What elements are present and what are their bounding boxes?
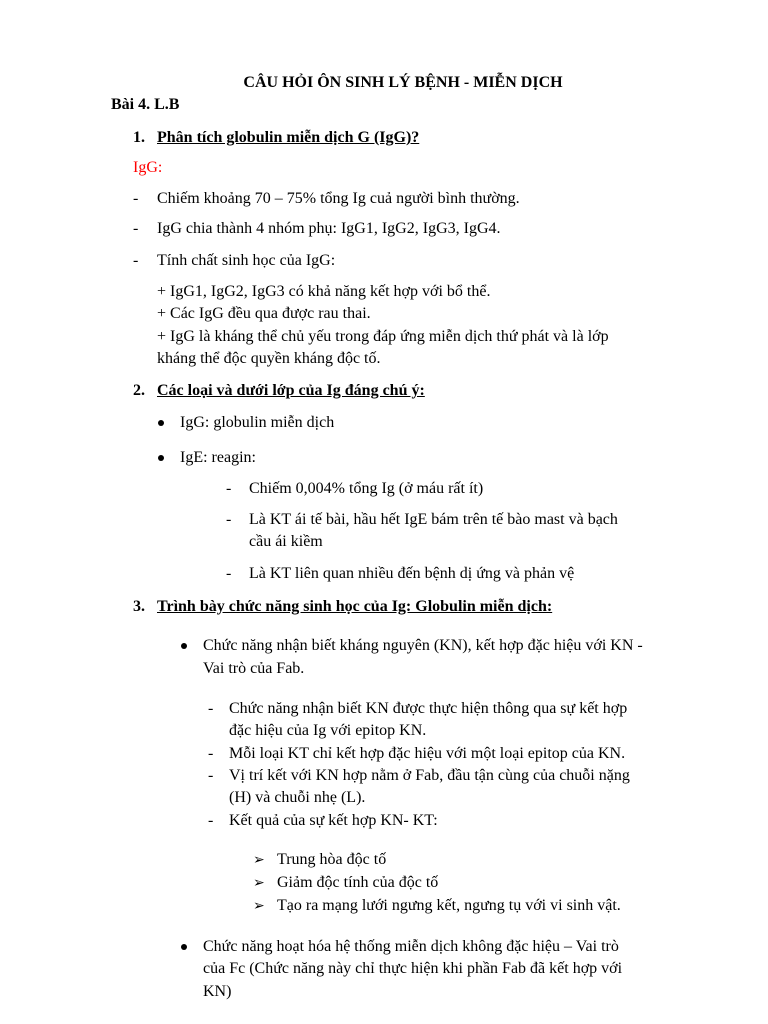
function-1-item: Vị trí kết với KN hợp nằm ở Fab, đầu tận cùng của chuỗi nặng <box>229 767 630 784</box>
dash-marker: - <box>208 700 214 717</box>
result-item: Tạo ra mạng lưới ngưng kết, ngưng tụ với vi sinh vật. <box>277 897 621 914</box>
q3-function-2: của Fc (Chức năng này chỉ thực hiện khi phần Fab đã kết hợp với <box>203 960 623 977</box>
q2-heading: Các loại và dưới lớp của Ig đáng chú ý: <box>157 382 425 399</box>
q1-item: IgG chia thành 4 nhóm phụ: IgG1, IgG2, IgG3, IgG4. <box>157 220 501 237</box>
q3-function-1: Vai trò của Fab. <box>203 660 305 677</box>
dash-marker: - <box>226 511 232 528</box>
dash-marker: - <box>208 812 214 829</box>
dash-marker: - <box>226 565 232 582</box>
q2-bullet-ige: IgE: reagin: <box>180 449 256 466</box>
ige-item: cầu ái kiềm <box>249 533 323 550</box>
bullet-marker <box>181 944 187 950</box>
q2-bullet-igg: IgG: globulin miễn dịch <box>180 414 335 431</box>
document-title: CÂU HỎI ÔN SINH LÝ BỆNH - MIỄN DỊCH <box>243 74 563 91</box>
q3-function-2: Chức năng hoạt hóa hệ thống miễn dịch không đặc hiệu – Vai trò <box>203 938 619 955</box>
dash-marker: - <box>208 745 214 762</box>
ige-item: Là KT ái tế bài, hầu hết IgE bám trên tế bào mast và bạch <box>249 511 618 528</box>
function-1-item: Mỗi loại KT chỉ kết hợp đặc hiệu với một loại epitop của KN. <box>229 745 626 762</box>
bullet-marker <box>181 643 187 649</box>
dash-marker: - <box>226 480 232 497</box>
q1-item: Tính chất sinh học của IgG: <box>157 252 336 269</box>
function-1-item: Chức năng nhận biết KN được thực hiện thông qua sự kết hợp <box>229 700 628 717</box>
q2-number: 2. <box>133 382 145 399</box>
dash-marker: - <box>208 767 214 784</box>
q1-item: Chiếm khoảng 70 – 75% tổng Ig cuả người bình thường. <box>157 190 520 207</box>
result-item: Trung hòa độc tố <box>277 851 387 868</box>
arrow-bullet-icon: ➢ <box>253 898 265 914</box>
ige-item: Chiếm 0,004% tổng Ig (ở máu rất ít) <box>249 480 484 497</box>
q1-property: kháng thể độc quyền kháng độc tố. <box>157 350 381 367</box>
arrow-bullet-icon: ➢ <box>253 852 265 868</box>
function-1-item: (H) và chuỗi nhẹ (L). <box>229 789 366 806</box>
q1-heading: Phân tích globulin miễn dịch G (IgG)? <box>157 129 420 146</box>
q1-property: + Các IgG đều qua được rau thai. <box>157 305 371 322</box>
q1-number: 1. <box>133 129 145 146</box>
arrow-bullet-icon: ➢ <box>253 875 265 891</box>
function-1-item: đặc hiệu của Ig với epitop KN. <box>229 722 427 739</box>
bullet-marker <box>158 420 164 426</box>
lesson-label: Bài 4. L.B <box>111 96 180 113</box>
q3-function-2: KN) <box>203 983 232 1000</box>
bullet-marker <box>158 455 164 461</box>
function-1-item: Kết quả của sự kết hợp KN- KT: <box>229 812 438 829</box>
q1-property: + IgG1, IgG2, IgG3 có khả năng kết hợp với bổ thể. <box>157 283 491 300</box>
dash-marker: - <box>133 220 139 237</box>
ige-item: Là KT liên quan nhiều đến bệnh dị ứng và phản vệ <box>249 565 575 582</box>
dash-marker: - <box>133 190 139 207</box>
q3-function-1: Chức năng nhận biết kháng nguyên (KN), kết hợp đặc hiệu với KN - <box>203 637 643 654</box>
dash-marker: - <box>133 252 139 269</box>
q3-heading: Trình bày chức năng sinh học của Ig: Globulin miễn dịch: <box>157 598 553 615</box>
result-item: Giảm độc tính của độc tố <box>277 874 439 891</box>
q1-property: + IgG là kháng thể chủ yếu trong đáp ứng miễn dịch thứ phát và là lớp <box>157 328 609 345</box>
q1-igg-label: IgG: <box>133 159 163 176</box>
q3-number: 3. <box>133 598 145 615</box>
